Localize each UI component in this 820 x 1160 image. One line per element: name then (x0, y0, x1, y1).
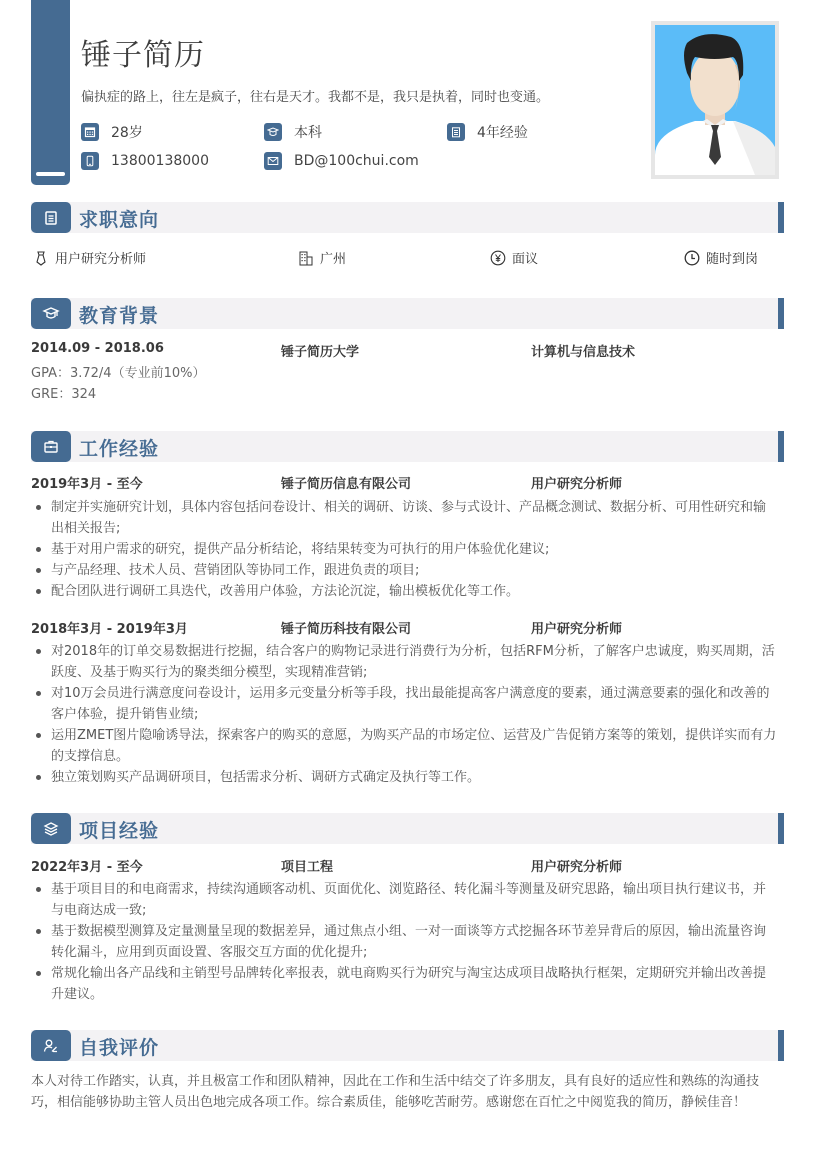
yen-icon (490, 250, 506, 266)
tie-icon (33, 250, 49, 266)
self-evaluation-text: 本人对待工作踏实，认真，并且极富工作和团队精神，因此在工作和生活中结交了许多朋友，具有良好的适应性和熟练的沟通技巧，相信能够协助主管人员出色地完成各项工作。综合素质佳，能够吃苦耐劳。感谢您在百忙之中阅览我的简历，静候佳音！ (31, 1074, 760, 1110)
project-bullets (31, 879, 783, 1005)
info-email (264, 152, 419, 170)
section-end-bar (778, 1030, 784, 1061)
list-item: 与产品经理、技术人员、营销团队等协同工作，跟进负责的项目; (31, 560, 783, 581)
intent-availability (684, 248, 758, 267)
email-value: BD@100chui.com (294, 153, 419, 169)
section-header-project (31, 813, 784, 844)
education-major: 计算机与信息技术 (531, 345, 636, 360)
job-role: 用户研究分析师 (531, 622, 623, 637)
list-item: 运用ZMET图片隐喻诱导法，探索客户的购买的意愿，为购买产品的市场定位、运营及广告促销方案等的策划，提供详实而有力 的支撑信息。 (31, 725, 783, 767)
age-value: 28岁 (111, 125, 143, 141)
info-age (81, 122, 143, 142)
avatar (655, 25, 775, 175)
education-gre: GRE：324 (31, 387, 97, 402)
header-accent-bar (31, 0, 70, 185)
motto: 偏执症的路上，往左是疯子，往右是天才。我都不是，我只是执着，同时也变通。 (81, 90, 550, 105)
education-school: 锤子简历大学 (281, 345, 360, 360)
phone-icon (81, 152, 99, 170)
info-degree (264, 122, 322, 142)
info-experience (447, 122, 528, 142)
experience-value: 4年经验 (477, 125, 528, 141)
job-period: 2018年3月 - 2019年3月 (31, 622, 188, 637)
section-title: 教育背景 (79, 305, 160, 327)
availability-value: 随时到岗 (706, 252, 759, 267)
section-title: 自我评价 (79, 1037, 160, 1059)
phone-value: 13800138000 (111, 153, 209, 169)
job-role: 用户研究分析师 (531, 477, 623, 492)
list-item: 配合团队进行调研工具迭代，改善用户体验，方法论沉淀，输出模板优化等工作。 (31, 581, 783, 602)
list-item: 基于对用户需求的研究，提供产品分析结论，将结果转变为可执行的用户体验优化建议; (31, 539, 783, 560)
position-value: 用户研究分析师 (55, 252, 147, 267)
project-name: 项目工程 (281, 860, 334, 875)
section-badge (31, 813, 71, 844)
list-item: 基于数据模型测算及定量测量呈现的数据差异，通过焦点小组、一对一面谈等方式挖掘各环节差异背后的原因，输出流量咨询 转化漏斗，应用到页面设置、客服交互方面的优化提升; (31, 921, 783, 963)
salary-value: 面议 (512, 252, 539, 267)
intent-city (298, 248, 346, 267)
education-period: 2014.09 - 2018.06 (31, 341, 164, 356)
profile-photo (651, 21, 779, 179)
section-title: 项目经验 (79, 820, 160, 842)
section-header-self (31, 1030, 784, 1061)
list-item: 常规化输出各产品线和主销型号品牌转化率报表，就电商购买行为研究与淘宝达成项目战略执行框架，定期研究并输出改善提 升建议。 (31, 963, 783, 1005)
section-title: 求职意向 (79, 209, 160, 231)
education-gpa: GPA：3.72/4（专业前10%） (31, 366, 206, 381)
list-item: 对2018年的订单交易数据进行挖掘，结合客户的购物记录进行消费行为分析，包括RFM分析，了解客户忠诚度，购买周期，活 跃度、及基于购买行为的聚类细分模型，实现精准营销; (31, 641, 783, 683)
section-header-education (31, 298, 784, 329)
clipboard-icon (447, 123, 465, 141)
list-item: 基于项目目的和电商需求，持续沟通顾客动机、页面优化、浏览路径、转化漏斗等测量及研究思路，输出项目执行建议书，并 与电商达成一致; (31, 879, 783, 921)
section-end-bar (778, 813, 784, 844)
project-role: 用户研究分析师 (531, 860, 623, 875)
job-period: 2019年3月 - 至今 (31, 477, 143, 492)
section-badge (31, 298, 71, 329)
briefcase-icon (42, 438, 60, 456)
job-1-bullets (31, 497, 783, 602)
section-badge (31, 1030, 71, 1061)
city-value: 广州 (320, 252, 347, 267)
calendar-icon (81, 123, 99, 141)
section-header-work (31, 431, 784, 462)
info-phone (81, 152, 209, 170)
section-badge (31, 202, 71, 233)
degree-value: 本科 (294, 125, 322, 141)
job-company: 锤子简历信息有限公司 (281, 477, 412, 492)
user-edit-icon (42, 1037, 60, 1055)
section-end-bar (778, 202, 784, 233)
section-title: 工作经验 (79, 438, 160, 460)
graduation-cap-icon (264, 123, 282, 141)
graduation-cap-icon (42, 305, 60, 323)
section-header-intent (31, 202, 784, 233)
accent-dash (36, 172, 65, 176)
resume-name: 锤子简历 (81, 38, 205, 73)
mail-icon (264, 152, 282, 170)
section-end-bar (778, 298, 784, 329)
intent-salary (490, 248, 538, 267)
layers-icon (42, 820, 60, 838)
section-end-bar (778, 431, 784, 462)
intent-position (33, 248, 146, 267)
list-item: 制定并实施研究计划，具体内容包括问卷设计、相关的调研、访谈、参与式设计、产品概念测试、数据分析、可用性研究和输 出相关报告; (31, 497, 783, 539)
section-badge (31, 431, 71, 462)
project-period: 2022年3月 - 至今 (31, 860, 143, 875)
job-company: 锤子简历科技有限公司 (281, 622, 412, 637)
clipboard-icon (42, 209, 60, 227)
list-item: 独立策划购买产品调研项目，包括需求分析、调研方式确定及执行等工作。 (31, 767, 783, 788)
clock-icon (684, 250, 700, 266)
job-2-bullets (31, 641, 783, 788)
building-icon (298, 250, 314, 266)
list-item: 对10万会员进行满意度问卷设计，运用多元变量分析等手段，找出最能提高客户满意度的要素，通过满意要素的强化和改善的 客户体验，提升销售业绩; (31, 683, 783, 725)
